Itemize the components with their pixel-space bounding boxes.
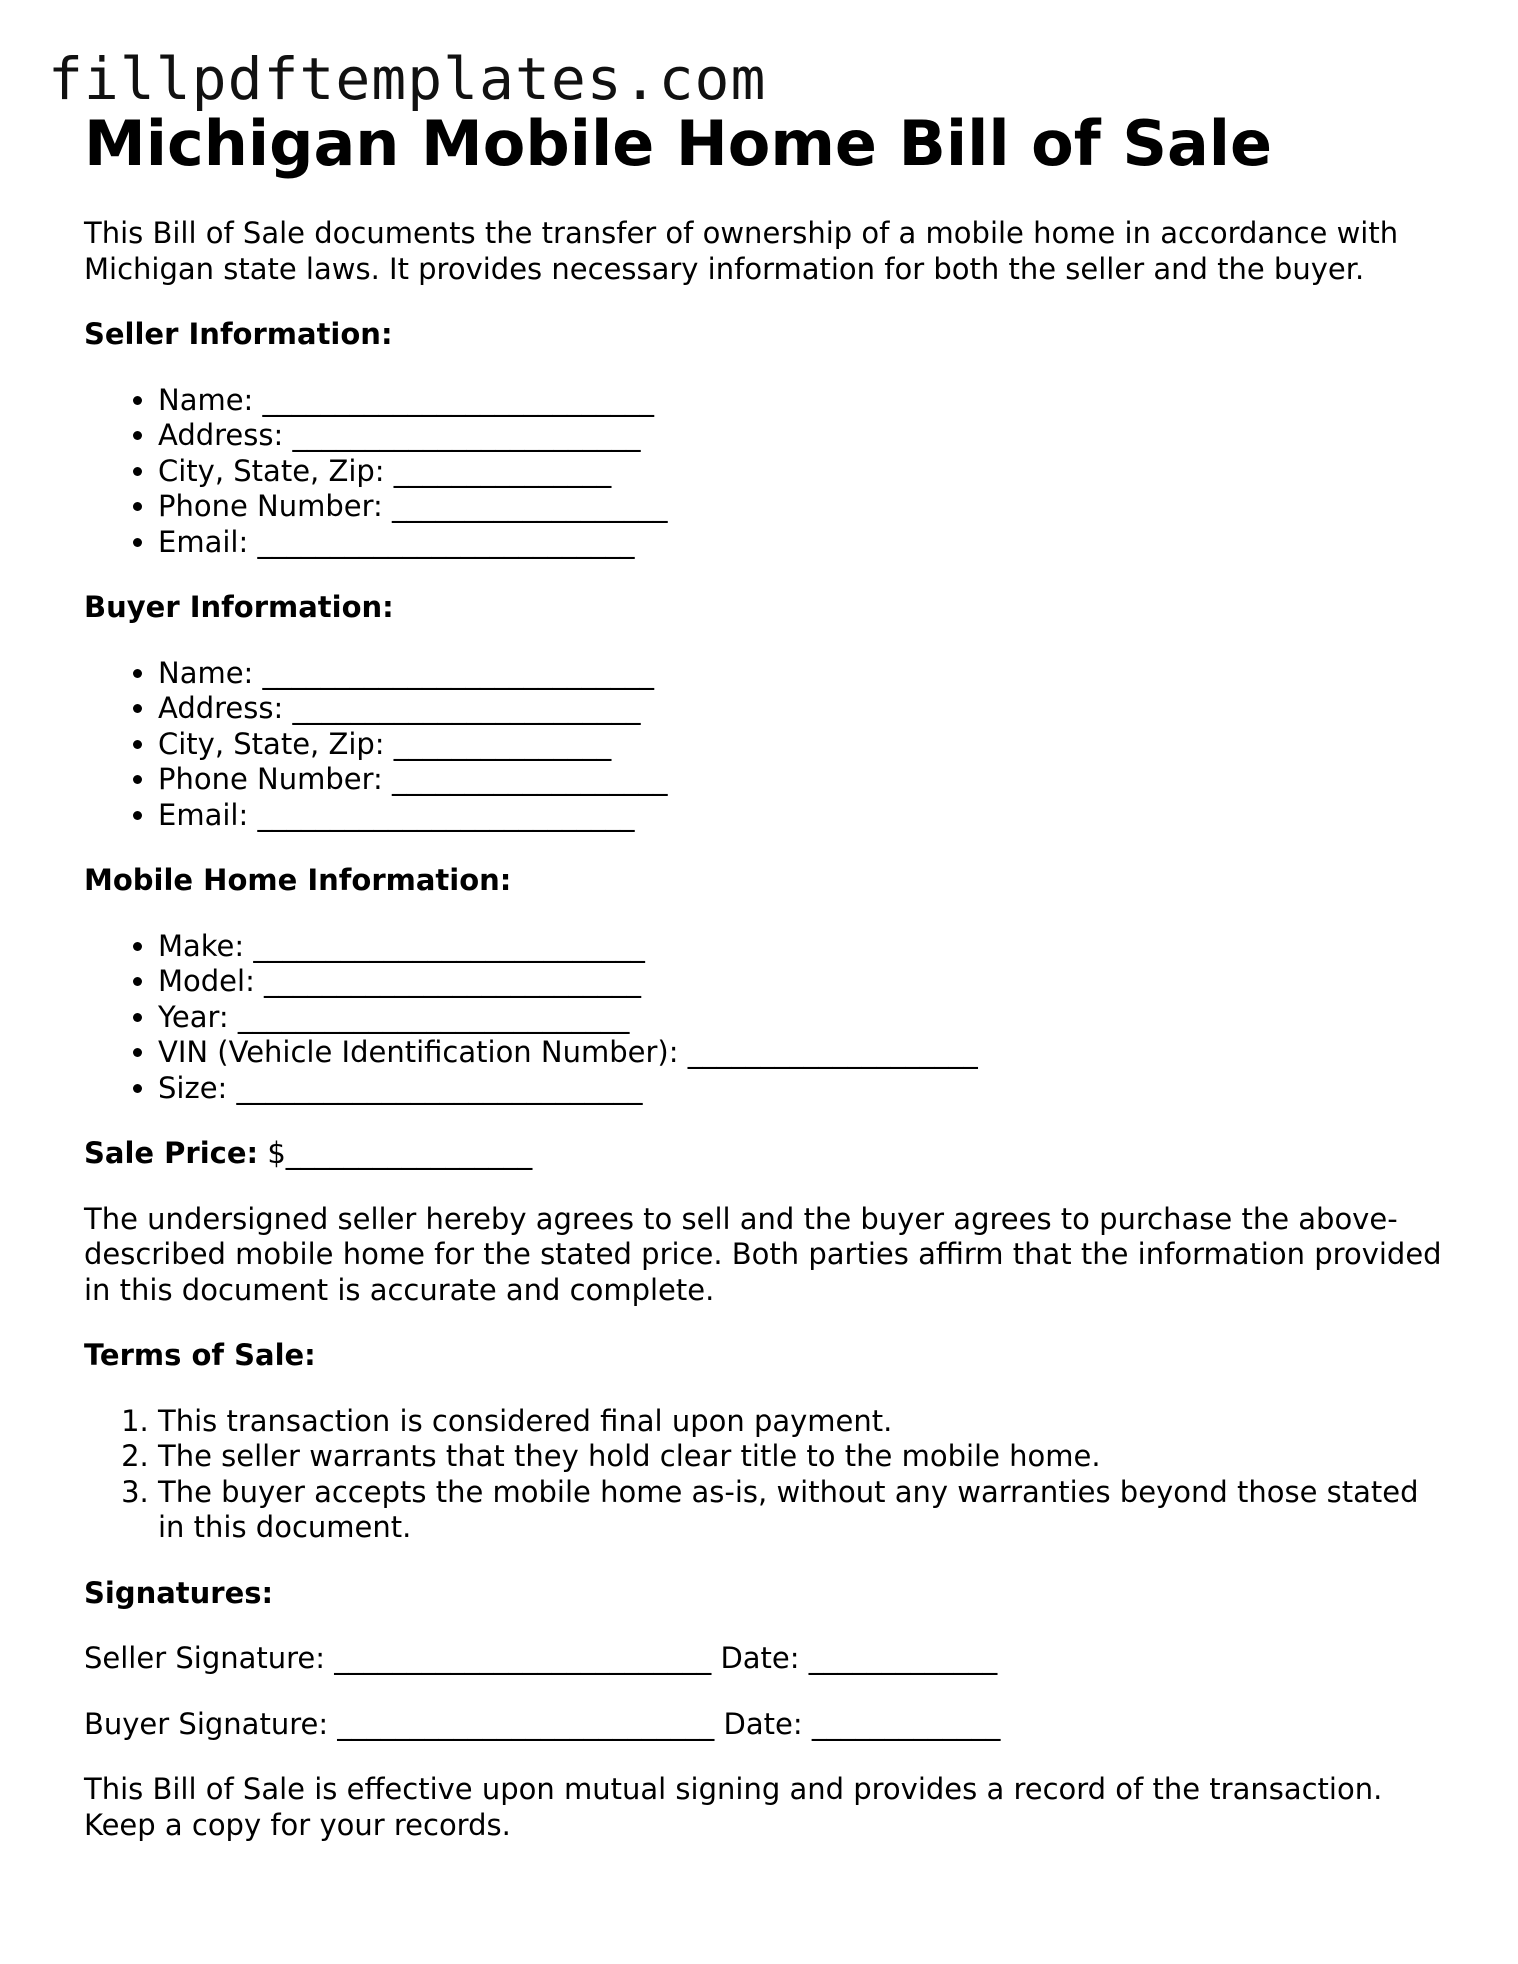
buyer-address-field[interactable]: • Address: ________________________ [158,691,1444,727]
home-make-field[interactable]: • Make: ___________________________ [158,929,1444,965]
buyer-city-state-zip-field[interactable]: • City, State, Zip: _______________ [158,727,1444,763]
term-item: 3. The buyer accepts the mobile home as-is, without any warranties beyond those stated in this document. [158,1475,1444,1546]
seller-email-field[interactable]: • Email: __________________________ [158,525,1444,561]
sale-price-field[interactable]: $_________________ [267,1136,533,1170]
site-watermark: fillpdftemplates.com [48,45,767,113]
seller-name-field[interactable]: • Name: ___________________________ [158,383,1444,419]
term-item: 1. This transaction is considered final upon payment. [158,1404,1444,1440]
bill-of-sale-document [84,108,1444,1843]
buyer-email-field[interactable]: • Email: __________________________ [158,798,1444,834]
seller-city-state-zip-field[interactable]: • City, State, Zip: _______________ [158,454,1444,490]
buyer-name-field[interactable]: • Name: ___________________________ [158,656,1444,692]
agreement-paragraph: The undersigned seller hereby agrees to sell and the buyer agrees to purchase the above-described mobile home for the stated price. Both parties affirm that the information provided in this document is accurate and complete. [84,1201,1442,1307]
seller-phone-field[interactable]: • Phone Number: ___________________ [158,489,1444,525]
buyer-signature-line[interactable]: Buyer Signature: __________________________ Date: _____________ [84,1706,1001,1741]
signatures-section-heading: Signatures: [84,1575,274,1610]
seller-signature-line[interactable]: Seller Signature: __________________________ Date: _____________ [84,1641,998,1675]
sale-price-line [84,1136,1444,1172]
closing-paragraph: This Bill of Sale is effective upon mutual signing and provides a record of the transaction. Keep a copy for your records. [84,1772,1383,1842]
sale-price-label: Sale Price: [84,1136,259,1170]
home-size-field[interactable]: • Size: ____________________________ [158,1071,1444,1107]
home-field-list [84,929,1444,1107]
seller-field-list [84,383,1444,561]
buyer-field-list [84,656,1444,834]
page-title: Michigan Mobile Home Bill of Sale [84,107,1273,180]
buyer-section-heading: Buyer Information: [84,590,394,624]
terms-section-heading: Terms of Sale: [84,1338,316,1372]
home-year-field[interactable]: • Year: ___________________________ [158,1000,1444,1036]
home-section-heading: Mobile Home Information: [84,863,512,897]
home-vin-field[interactable]: • VIN (Vehicle Identification Number): ____________________ [158,1035,1444,1071]
seller-section-heading: Seller Information: [84,317,393,351]
home-model-field[interactable]: • Model: __________________________ [158,964,1444,1000]
intro-paragraph: This Bill of Sale documents the transfer of ownership of a mobile home in accordance with Michigan state laws. It provides necessary information for both the seller and the buyer. [84,216,1399,286]
buyer-phone-field[interactable]: • Phone Number: ___________________ [158,762,1444,798]
term-item: 2. The seller warrants that they hold clear title to the mobile home. [158,1439,1444,1475]
terms-list [84,1404,1444,1546]
seller-address-field[interactable]: • Address: ________________________ [158,418,1444,454]
